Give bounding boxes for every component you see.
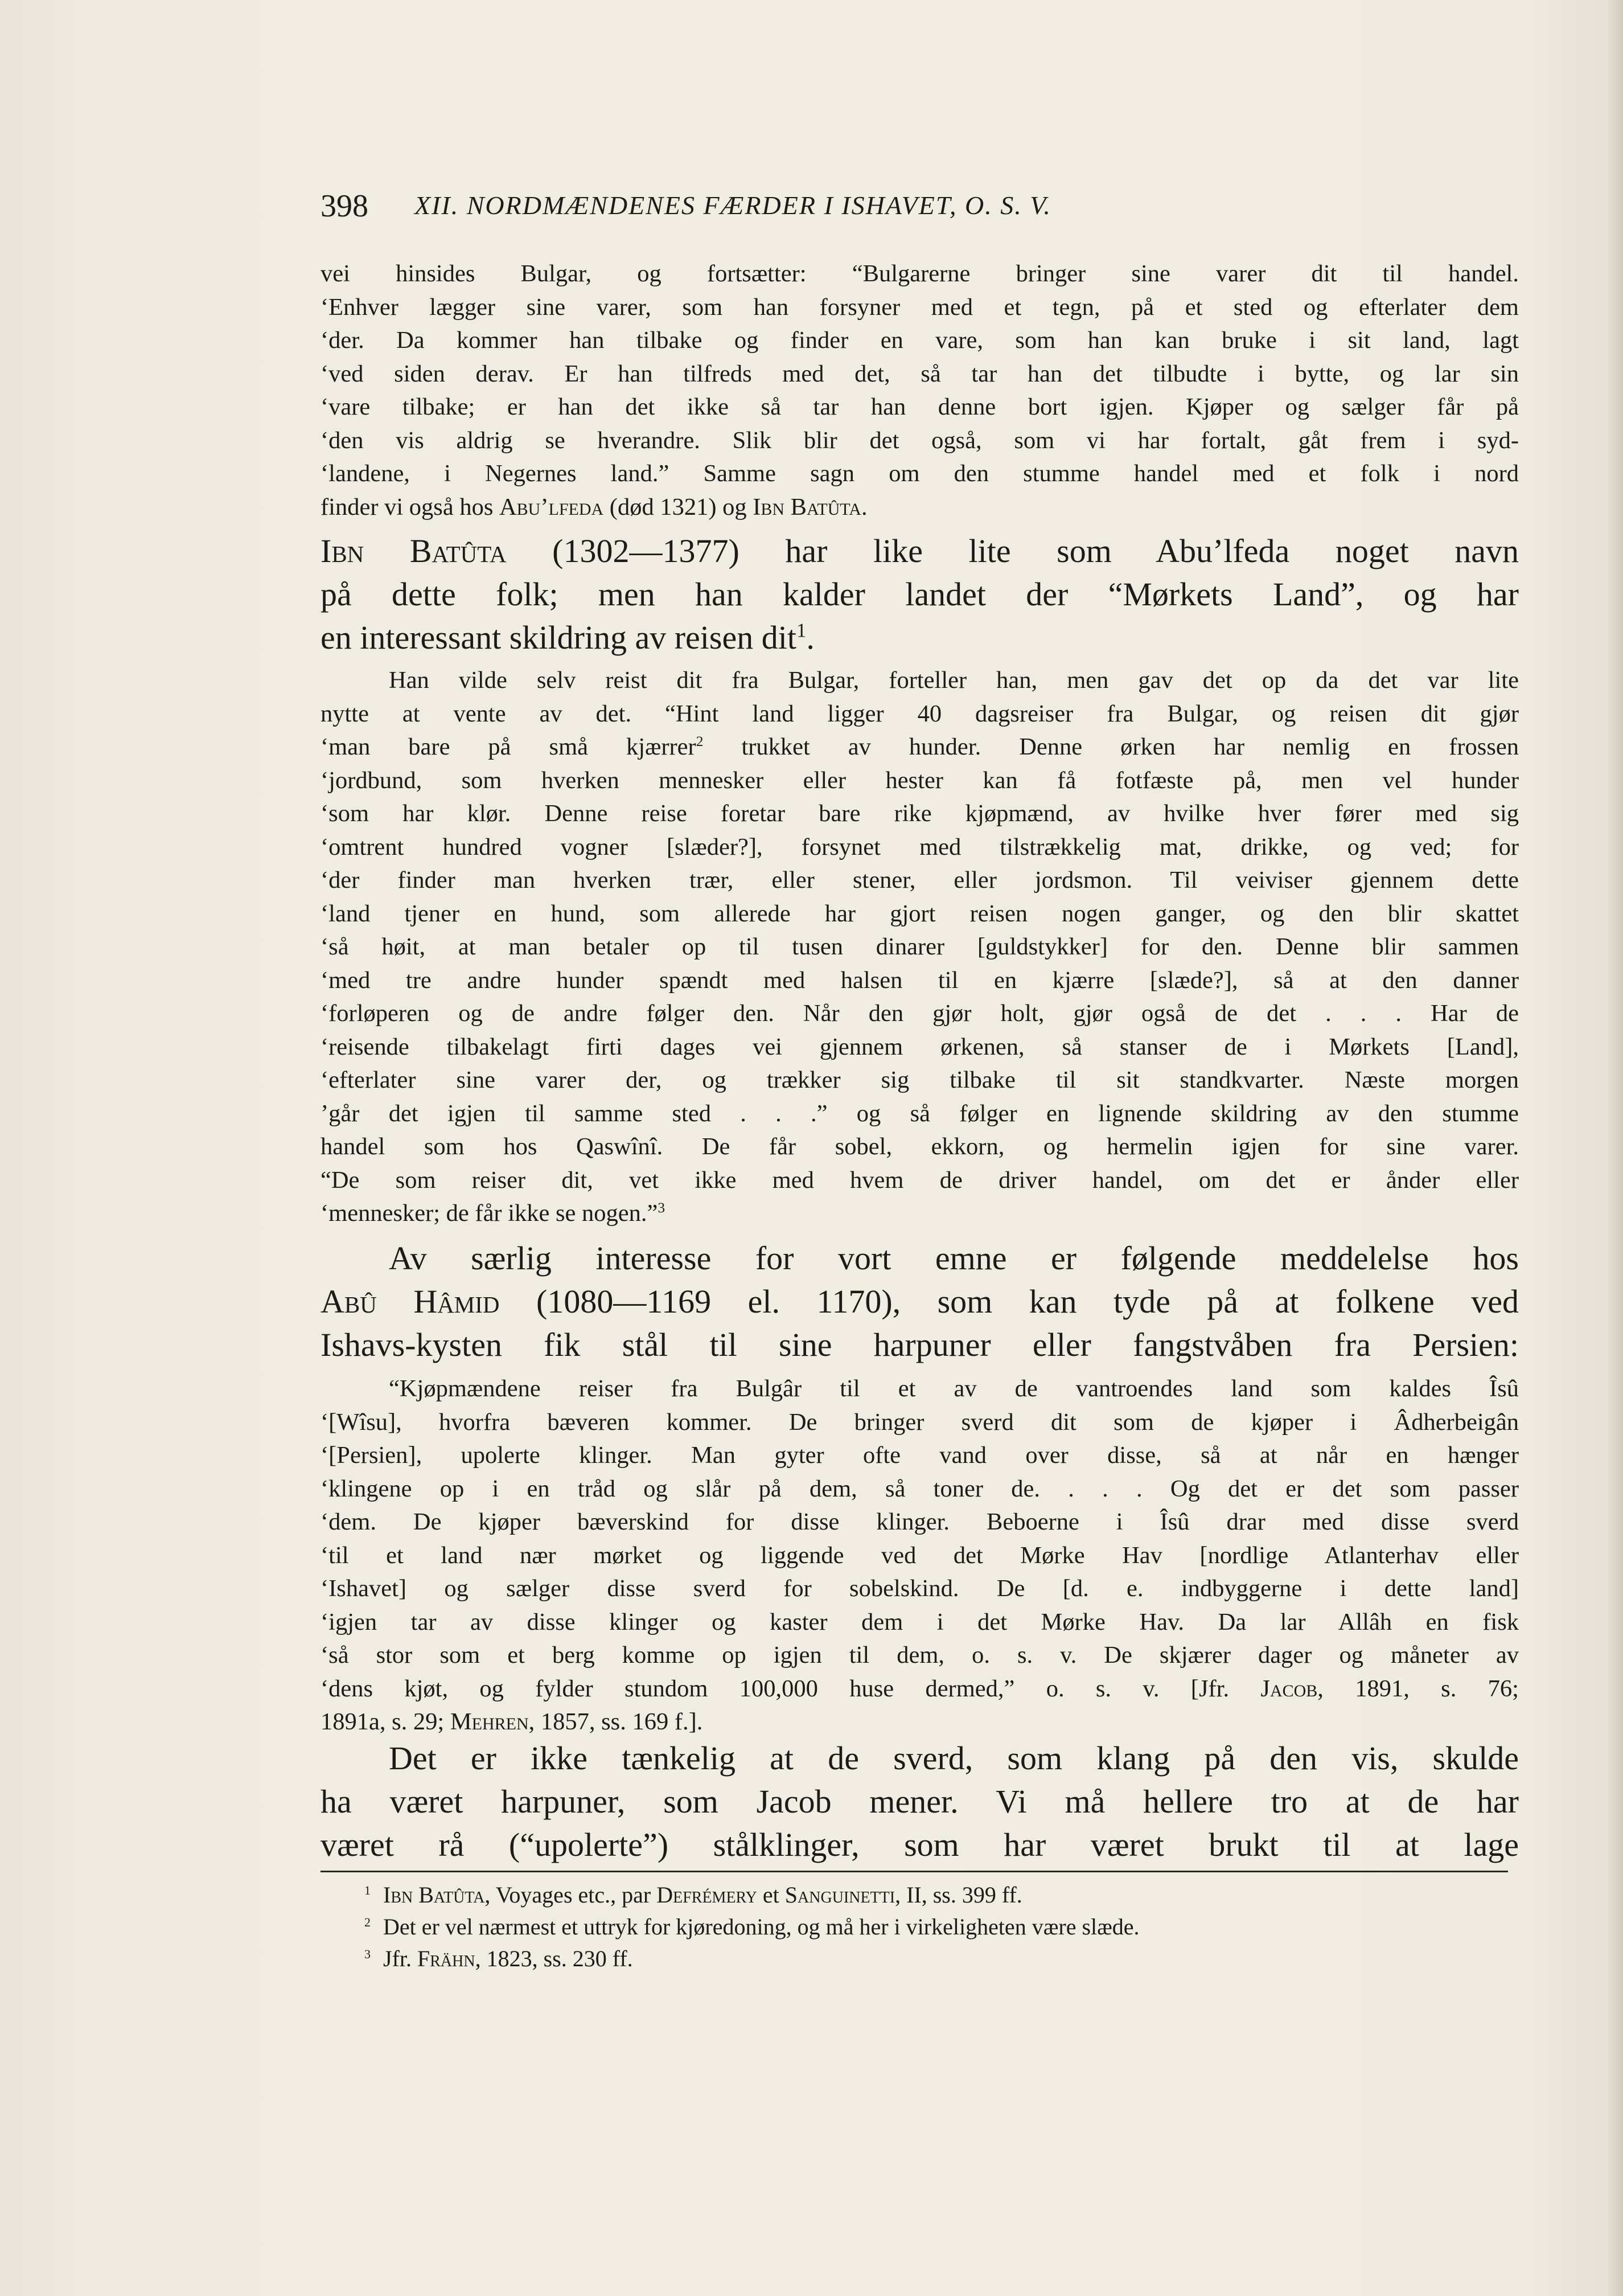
- text-line: ‘forløperen og de andre følger den. Når den gjør holt, gjør også de det . . . Har de: [321, 1000, 1519, 1027]
- text-fragment: Det er vel nærmest et uttryk for kjøredoning, og må her i virkeligheten være slæde.: [383, 1914, 1140, 1940]
- author-name: Ibn Batûta: [753, 493, 861, 520]
- text-line: “Kjøpmændene reiser fra Bulgâr til et av de vantroendes land som kaldes Îsû: [389, 1375, 1519, 1402]
- text-line: vei hinsides Bulgar, og fortsætter: “Bulgarerne bringer sine varer dit til handel.: [321, 260, 1519, 287]
- text-fragment: .: [806, 619, 815, 656]
- footnote-separator: [321, 1871, 1508, 1872]
- paragraph-land-of-darkness: [321, 664, 1519, 1231]
- page-spine-shadow: [1606, 0, 1623, 2296]
- author-name: Abû Hâmid: [321, 1283, 500, 1320]
- footnote-3: [364, 1943, 1509, 1975]
- text-line: [321, 1280, 1519, 1323]
- text-fragment: Jfr.: [383, 1946, 417, 1971]
- text-line: ‘jordbund, som hverken mennesker eller hester kan få fotfæste på, men vel hunder: [321, 766, 1519, 794]
- paragraph-harpoon-argument: [321, 1737, 1519, 1867]
- paragraph-bulgar-trade: [321, 257, 1519, 524]
- page-number: 398: [321, 188, 368, 224]
- author-name: Ibn Batûta: [383, 1882, 485, 1908]
- text-line: ‘Ishavet] og sælger disse sverd for sobelskind. De [d. e. indbyggerne i dette land]: [321, 1575, 1519, 1602]
- text-fragment: 1891a, s. 29;: [321, 1708, 450, 1735]
- text-line: [321, 1705, 1519, 1739]
- footnote-ref: 2: [696, 732, 704, 749]
- text-line: ‘reisende tilbakelagt firti dages vei gjennem ørkenen, så stanser de i Mørkets [Land],: [321, 1033, 1519, 1060]
- text-line: Av særlig interesse for vort emne er følgende meddelelse hos: [389, 1240, 1519, 1277]
- text-fragment: (død 1321) og: [603, 493, 753, 520]
- footnote-ref: 1: [796, 619, 807, 642]
- text-line: ‘efterlater sine varer der, og trækker sig tilbake til sit standkvarter. Næste morgen: [321, 1067, 1519, 1093]
- text-fragment: (1080—1169 el. 1170), som kan tyde på at folkene ved: [499, 1283, 1519, 1320]
- text-line: ‘dem. De kjøper bæverskind for disse klinger. Beboerne i Îsû drar med disse sverd: [321, 1508, 1519, 1535]
- footnote-number: 3: [364, 1946, 371, 1961]
- text-line: ‘igjen tar av disse klinger og kaster dem i det Mørke Hav. Da lar Allâh en fisk: [321, 1608, 1519, 1635]
- text-fragment: ‘dens kjøt, og fylder stundom 100,000 huse dermed,” o. s. v. [Jfr.: [321, 1675, 1261, 1702]
- text-line: Ishavs-kysten fik stål til sine harpuner eller fangstvåben fra Persien:: [321, 1326, 1519, 1363]
- author-name: Jacob: [1260, 1675, 1318, 1702]
- text-fragment: , Voyages etc., par: [484, 1882, 657, 1908]
- text-line: ‘vare tilbake; er han det ikke så tar han denne bort igjen. Kjøper og sælger får på: [321, 393, 1519, 420]
- text-line: ‘der finder man hverken trær, eller stener, eller jordsmon. Til veiviser gjennem dette: [321, 867, 1519, 893]
- text-line: ‘ved siden derav. Er han tilfreds med det, så tar han det tilbudte i bytte, og lar sin: [321, 360, 1519, 387]
- text-line: ‘så stor som et berg komme op igjen til dem, o. s. v. De skjærer dager og måneter av: [321, 1642, 1519, 1668]
- text-line: ‘så høit, at man betaler op til tusen dinarer [guldstykker] for den. Denne blir sammen: [321, 933, 1519, 960]
- text-line: [321, 1197, 1519, 1231]
- author-name: Defrémery: [656, 1882, 757, 1908]
- author-name: Mehren: [450, 1708, 529, 1735]
- text-line: “De som reiser dit, vet ikke med hvem de driver handel, om det er ånder eller: [321, 1166, 1519, 1194]
- text-line: Han vilde selv reist dit fra Bulgar, forteller han, men gav det op da det var lite: [389, 667, 1519, 694]
- text-line: ‘med tre andre hunder spændt med halsen til en kjærre [slæde?], så at den danner: [321, 966, 1519, 994]
- footnote-number: 2: [364, 1914, 371, 1929]
- text-line: handel som hos Qaswînî. De får sobel, ekkorn, og hermelin igjen for sine varer.: [321, 1133, 1519, 1160]
- text-line: [321, 731, 1519, 764]
- text-line: på dette folk; men han kalder landet der “Mørkets Land”, og har: [321, 576, 1519, 613]
- author-name: Frähn: [417, 1946, 475, 1971]
- text-fragment: , 1891, s. 76;: [1317, 1675, 1519, 1702]
- text-fragment: , 1823, ss. 230 ff.: [475, 1946, 633, 1971]
- footnote-2: [364, 1911, 1509, 1943]
- footnote-1: [364, 1879, 1509, 1911]
- paragraph-abu-hamid: [321, 1237, 1519, 1367]
- author-name: Ibn Batûta: [321, 532, 507, 569]
- footnote-ref: 3: [658, 1199, 665, 1216]
- text-line: ha været harpuner, som Jacob mener. Vi må hellere tro at de har: [321, 1783, 1519, 1820]
- text-line: ‘til et land nær mørket og liggende ved det Mørke Hav [nordlige Atlanterhav eller: [321, 1541, 1519, 1569]
- text-fragment: en interessant skildring av reisen dit: [321, 619, 796, 656]
- text-line: været rå (“upolerte”) stålklinger, som har været brukt til at lage: [321, 1826, 1519, 1863]
- text-line: ‘[Persien], upolerte klinger. Man gyter ofte vand over disse, så at når en hænger: [321, 1442, 1519, 1469]
- paragraph-ibn-batuta: [321, 530, 1519, 659]
- text-fragment: , II, ss. 399 ff.: [895, 1882, 1022, 1908]
- text-line: ‘landene, i Negernes land.” Samme sagn om den stumme handel med et folk i nord: [321, 460, 1519, 487]
- text-fragment: trukket av hunder. Denne ørken har nemlig en frossen: [703, 733, 1519, 760]
- text-line: ‘omtrent hundred vogner [slæder?], forsynet med tilstrækkelig mat, drikke, og ved; for: [321, 833, 1519, 860]
- author-name: Abu’lfeda: [499, 493, 604, 520]
- text-line: Det er ikke tænkelig at de sverd, som klang på den vis, skulde: [389, 1740, 1519, 1777]
- text-line: ‘der. Da kommer han tilbake og finder en vare, som han kan bruke i sit land, lagt: [321, 327, 1519, 354]
- text-line: [321, 530, 1519, 573]
- text-line: ‘klingene op i en tråd og slår på dem, så toner de. . . . Og det er det som passer: [321, 1475, 1519, 1502]
- text-fragment: ‘man bare på små kjærrer: [321, 733, 696, 760]
- footnotes: [364, 1879, 1509, 1975]
- text-line: ’går det igjen til samme sted . . .” og så følger en lignende skildring av den stumme: [321, 1100, 1519, 1127]
- text-line: nytte at vente av det. “Hint land ligger 40 dagsreiser fra Bulgar, og reisen dit gjør: [321, 700, 1519, 727]
- author-name: Sanguinetti: [784, 1882, 895, 1908]
- footnote-number: 1: [364, 1883, 371, 1897]
- text-fragment: et: [757, 1882, 785, 1908]
- text-fragment: ‘mennesker; de får ikke se nogen.”: [321, 1200, 658, 1227]
- text-line: ‘[Wîsu], hvorfra bæveren kommer. De bringer sverd dit som de kjøper i Âdherbeigân: [321, 1408, 1519, 1436]
- text-line: [321, 1672, 1519, 1706]
- text-line: [321, 491, 1519, 524]
- text-fragment: , 1857, ss. 169 f.].: [528, 1708, 703, 1735]
- text-line: ‘land tjener en hund, som allerede har gjort reisen nogen ganger, og den blir skattet: [321, 900, 1519, 927]
- paragraph-merchants-quote: [321, 1372, 1519, 1739]
- page-header: [321, 188, 1516, 233]
- text-line: ‘den vis aldrig se hverandre. Slik blir det også, som vi har fortalt, gåt frem i syd-: [321, 427, 1519, 454]
- text-line: ‘Enhver lægger sine varer, som han forsyner med et tegn, på et sted og efterlater dem: [321, 293, 1519, 321]
- text-fragment: finder vi også hos: [321, 493, 499, 520]
- text-line: [321, 616, 1519, 659]
- text-fragment: (1302—1377) har like lite som Abu’lfeda noget navn: [506, 532, 1519, 569]
- text-fragment: .: [861, 493, 868, 520]
- text-line: ‘som har klør. Denne reise foretar bare rike kjøpmænd, av hvilke hver fører med sig: [321, 800, 1519, 827]
- running-title: XII. NORDMÆNDENES FÆRDER I ISHAVET, O. S. V.: [414, 191, 1051, 220]
